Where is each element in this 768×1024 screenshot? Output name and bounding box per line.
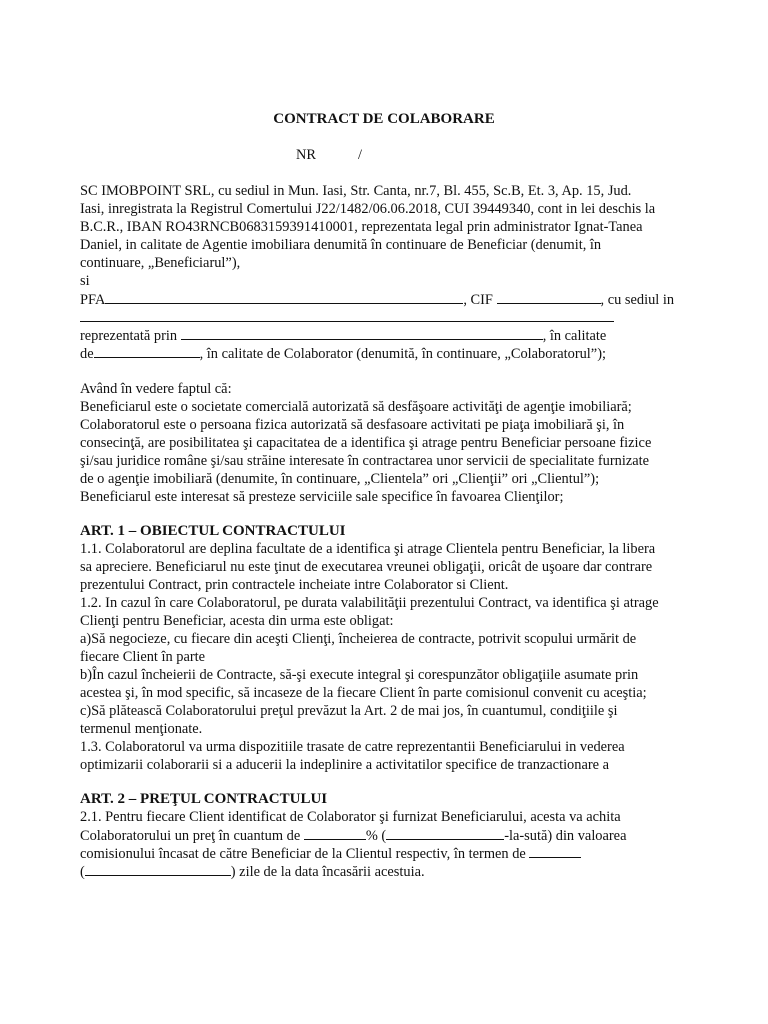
document-title: CONTRACT DE COLABORARE <box>273 111 495 127</box>
art2-line-3 <box>80 844 581 863</box>
beneficiar-line-2: Iasi, inregistrata la Registrul Comertului J22/1482/06.06.2018, CUI 39449340, cont in lei deschis la <box>80 201 656 217</box>
sediul-label: , cu sediul in <box>600 292 675 308</box>
preamble-line-4: consecinţă, are posibilitatea şi capacitatea de a identifica şi atrage pentru Beneficiar persoane fizice <box>80 435 652 451</box>
beneficiar-line-5: continuare, „Beneficiarul”), <box>80 255 241 271</box>
art1-line-6: a)Să negocieze, cu fiecare din aceşti Clienţi, încheierea de contracte, potrivit scopului urmărit de <box>80 631 637 647</box>
art1-line-1: 1.1. Colaboratorul are deplina facultate de a identifica şi atrage Clientela pentru Beneficiar, la libera <box>80 541 656 557</box>
art1-line-3: prezentului Contract, prin contractele incheiate intre Colaborator si Client. <box>80 577 509 593</box>
reprezentata-label: reprezentată prin <box>80 328 178 344</box>
art1-line-4: 1.2. In cazul în care Colaboratorul, pe durata valabilităţii prezentului Contract, va identifica şi atrage <box>80 595 659 611</box>
cif-label: , CIF <box>463 292 493 308</box>
percent-blank <box>304 826 366 840</box>
percent-words-blank <box>386 826 504 840</box>
cif-blank <box>497 290 601 304</box>
beneficiar-line-4: Daniel, in calitate de Agentie imobiliara denumită în continuare de Beneficiar (denumit, în <box>80 237 602 253</box>
art1-line-11: termenul menţionate. <box>80 721 203 737</box>
art1-line-9: acestea şi, în mod specific, să incaseze de la fiecare Client în parte comisionul convenit cu aceştia; <box>80 685 647 701</box>
preamble-line-2: Beneficiarul este o societate comercială autorizată să desfăşoare activităţi de agenţie imobiliară; <box>80 399 632 415</box>
pfa-label: PFA <box>80 292 106 308</box>
art1-line-7: fiecare Client în parte <box>80 649 206 665</box>
art1-line-12: 1.3. Colaboratorul va urma dispozitiile trasate de catre reprezentantii Beneficiarului in vederea <box>80 739 625 755</box>
sediul-blank-line <box>80 308 614 327</box>
calitate-label: , în calitate <box>542 328 607 344</box>
si-line: si <box>80 273 90 289</box>
art1-line-10: c)Să plătească Colaboratorului preţul prevăzut la Art. 2 de mai jos, în cuantumul, condiţiile şi <box>80 703 618 719</box>
contract-number <box>296 146 362 164</box>
preamble-line-5: şi/sau juridice române şi/sau străine interesate în contractarea unor servicii de specialitate furnizate <box>80 453 649 469</box>
art2-line-2 <box>80 826 626 845</box>
art1-heading: ART. 1 – OBIECTUL CONTRACTULUI <box>80 523 346 539</box>
preamble-line-6: de o agenţie imobiliară (denumite, în continuare, „Clientela” ori „Clienţii” ori „Clientul”); <box>80 471 600 487</box>
art1-line-8: b)În cazul încheierii de Contracte, să-şi execute integral şi corespunzător obligaţiile asumate prin <box>80 667 639 683</box>
percent-suffix: -la-sută) din valoarea <box>504 828 627 844</box>
art1-line-13: optimizarii colaborarii si a aducerii la indeplinire a activitatilor specifice de tranzactionare a <box>80 757 610 773</box>
term-label: comisionului încasat de către Beneficiar de la Clientul respectiv, în termen de <box>80 846 526 862</box>
term-days-blank <box>529 844 581 858</box>
beneficiar-line-3: B.C.R., IBAN RO43RNCB0683159391410001, reprezentata legal prin administrator Ignat-Tanea <box>80 219 643 235</box>
preamble-line-1: Având în vedere faptul că: <box>80 381 232 397</box>
pfa-line <box>80 290 674 309</box>
nr-label: NR <box>296 147 316 163</box>
art2-line-1: 2.1. Pentru fiecare Client identificat de Colaborator şi furnizat Beneficiarului, acesta va achita <box>80 809 621 825</box>
colaborator-label: , în calitate de Colaborator (denumită, în continuare, „Colaboratorul”); <box>199 346 606 362</box>
percent-sign: % ( <box>365 828 387 844</box>
de-label: de <box>80 346 94 362</box>
art2-line-4 <box>80 862 425 881</box>
reprezentata-line <box>80 326 606 345</box>
nr-slash: / <box>358 147 362 163</box>
art2-heading: ART. 2 – PREŢUL CONTRACTULUI <box>80 791 328 807</box>
colaborator-line <box>80 344 606 363</box>
preamble-line-7: Beneficiarul este interesat să presteze serviciile sale specifice în favoarea Clienţilor; <box>80 489 564 505</box>
beneficiar-line-1: SC IMOBPOINT SRL, cu sediul in Mun. Iasi, Str. Canta, nr.7, Bl. 455, Sc.B, Et. 3, Ap. 15, Jud. <box>80 183 632 199</box>
price-label: Colaboratorului un preţ în cuantum de <box>80 828 301 844</box>
art1-line-2: sa apreciere. Beneficiarul nu este ţinut de executarea vreunei obligaţii, oricât de uşoare dar contrare <box>80 559 653 575</box>
calitate-blank <box>94 344 200 358</box>
art1-line-5: Clienţi pentru Beneficiar, acesta din urma este obligat: <box>80 613 394 629</box>
reprezentant-blank <box>181 326 543 340</box>
term-words-blank <box>85 862 231 876</box>
pfa-name-blank <box>105 290 463 304</box>
term-suffix: ) zile de la data încasării acestuia. <box>230 864 425 880</box>
preamble-line-3: Colaboratorul este o persoana fizica autorizată să desfasoare activitati pe piaţa imobiliară şi, în <box>80 417 625 433</box>
sediul-blank <box>80 308 614 322</box>
paren-open: ( <box>80 864 85 880</box>
